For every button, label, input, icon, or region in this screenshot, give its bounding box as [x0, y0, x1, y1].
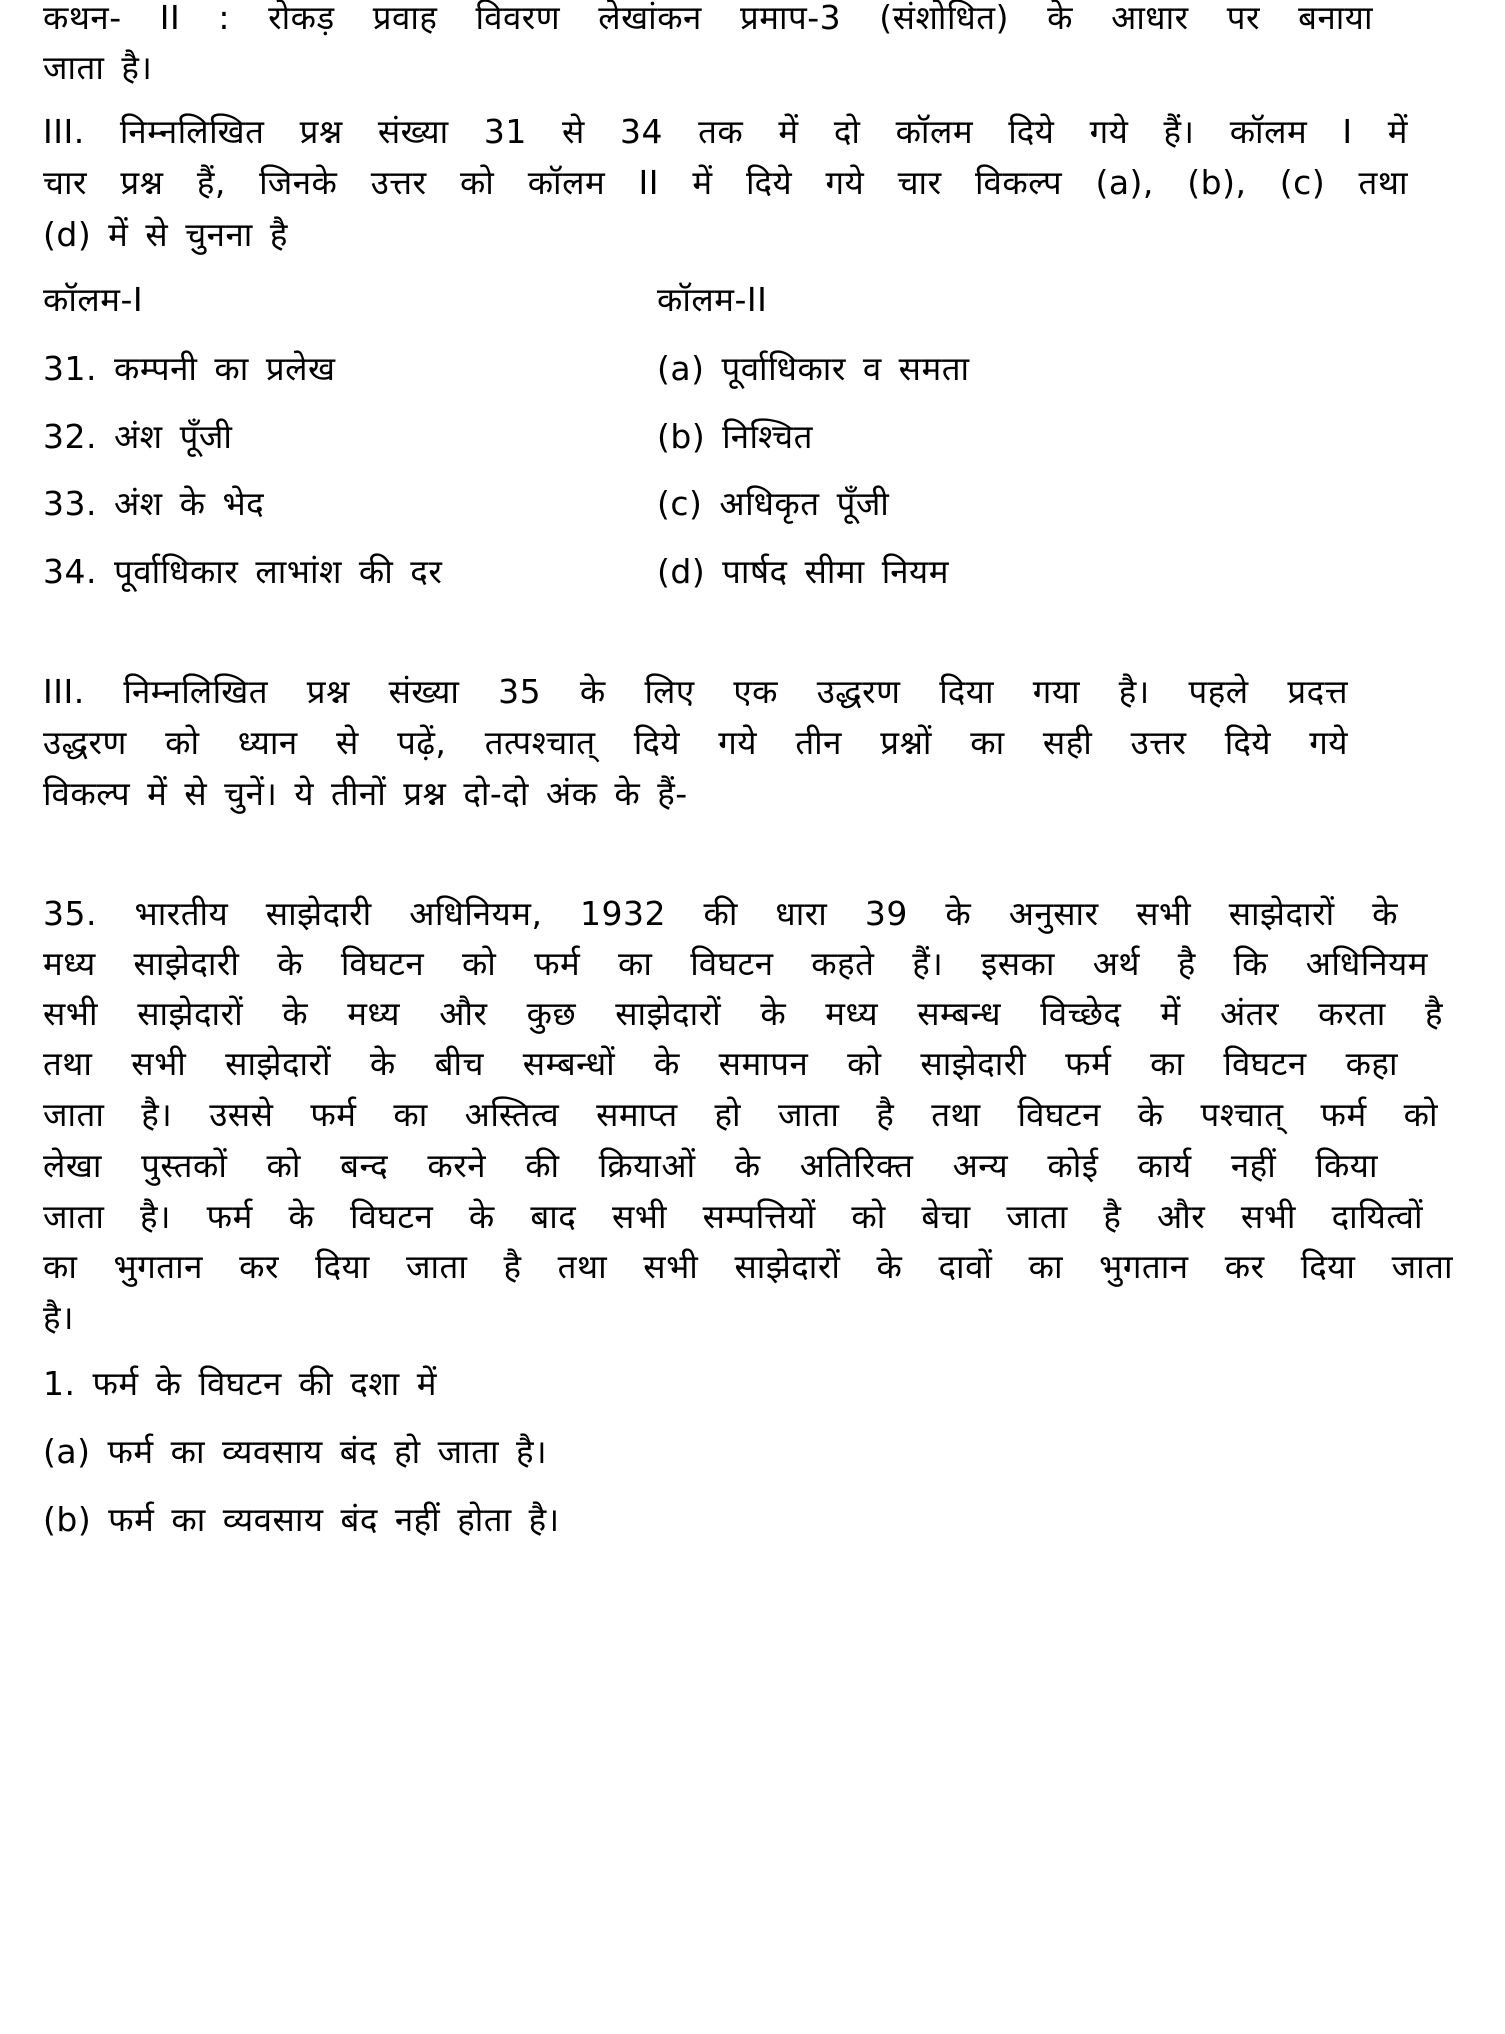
column-2-header: कॉलम-II — [657, 280, 768, 319]
passage-line-6: लेखा पुस्तकों को बन्द करने की क्रियाओं के अतिरिक्त अन्य कोई कार्य नहीं किया — [43, 1146, 1378, 1185]
match-question-32: 32. अंश पूँजी — [43, 417, 233, 456]
statement-line-1: कथन- II : रोकड़ प्रवाह विवरण लेखांकन प्रमाप-3 (संशोधित) के आधार पर बनाया — [43, 0, 1373, 37]
passage-line-9: है। — [43, 1298, 75, 1337]
statement-line-2: जाता है। — [43, 48, 153, 87]
passage-instruction-line-2: उद्धरण को ध्यान से पढ़ें, तत्पश्चात् दिये गये तीन प्रश्नों का सही उत्तर दिये गये — [43, 723, 1348, 762]
passage-line-5: जाता है। उससे फर्म का अस्तित्व समाप्त हो जाता है तथा विघटन के पश्चात् फर्म को — [43, 1095, 1438, 1134]
match-instruction-line-3: (d) में से चुनना है — [43, 215, 288, 254]
passage-instruction-line-1: III. निम्नलिखित प्रश्न संख्या 35 के लिए एक उद्धरण दिया गया है। पहले प्रदत्त — [43, 672, 1348, 711]
match-question-31: 31. कम्पनी का प्रलेख — [43, 349, 336, 388]
passage-instruction-line-3: विकल्प में से चुनें। ये तीनों प्रश्न दो-दो अंक के हैं- — [43, 774, 688, 813]
passage-line-3: सभी साझेदारों के मध्य और कुछ साझेदारों के मध्य सम्बन्ध विच्छेद में अंतर करता है — [43, 994, 1443, 1033]
match-instruction-line-1: III. निम्नलिखित प्रश्न संख्या 31 से 34 तक में दो कॉलम दिये गये हैं। कॉलम I में — [43, 112, 1408, 151]
question-1-option-b: (b) फर्म का व्यवसाय बंद नहीं होता है। — [43, 1500, 560, 1539]
question-1-option-a: (a) फर्म का व्यवसाय बंद हो जाता है। — [43, 1432, 548, 1471]
column-1-header: कॉलम-I — [43, 280, 144, 319]
match-instruction-line-2: चार प्रश्न हैं, जिनके उत्तर को कॉलम II में दिये गये चार विकल्प (a), (b), (c) तथा — [43, 163, 1408, 202]
passage-line-4: तथा सभी साझेदारों के बीच सम्बन्धों के समापन को साझेदारी फर्म का विघटन कहा — [43, 1044, 1398, 1083]
question-1-text: 1. फर्म के विघटन की दशा में — [43, 1364, 437, 1403]
passage-line-2: मध्य साझेदारी के विघटन को फर्म का विघटन कहते हैं। इसका अर्थ है कि अधिनियम — [43, 944, 1428, 983]
match-option-c: (c) अधिकृत पूँजी — [657, 484, 890, 523]
passage-line-1: 35. भारतीय साझेदारी अधिनियम, 1932 की धारा 39 के अनुसार सभी साझेदारों के — [43, 894, 1398, 933]
match-option-d: (d) पार्षद सीमा नियम — [657, 552, 949, 591]
match-option-a: (a) पूर्वाधिकार व समता — [657, 349, 970, 388]
passage-line-8: का भुगतान कर दिया जाता है तथा सभी साझेदारों के दावों का भुगतान कर दिया जाता — [43, 1247, 1453, 1286]
match-option-b: (b) निश्चित — [657, 417, 813, 456]
match-question-33: 33. अंश के भेद — [43, 484, 265, 523]
match-question-34: 34. पूर्वाधिकार लाभांश की दर — [43, 552, 443, 591]
passage-line-7: जाता है। फर्म के विघटन के बाद सभी सम्पत्तियों को बेचा जाता है और सभी दायित्वों — [43, 1197, 1423, 1236]
